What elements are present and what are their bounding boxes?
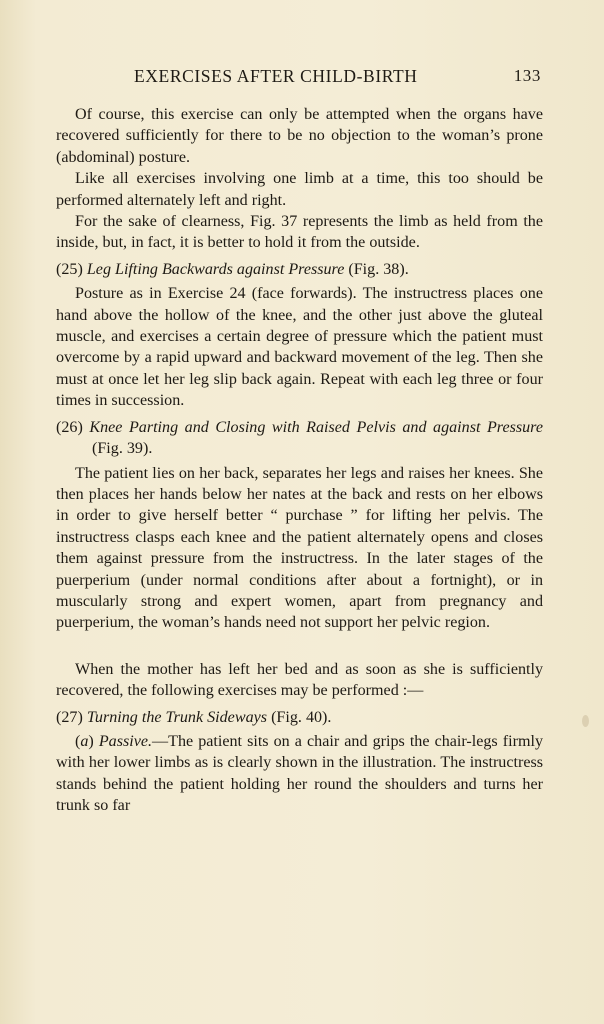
paragraph: When the mother has left her bed and as soon as she is sufficiently recovered, the following exercises may be performed :— [56,660,543,700]
figure-reference: (Fig. 39). [92,440,153,458]
paragraph: Posture as in Exercise 24 (face forwards). The instructress places one hand above the hollow of the knee, and the other just above the gluteal muscle, and exercises a certain degree of pressure which the patient must overcome by a rapid upward and backward movement of the leg. Then she must at once let her leg slip back again. Repeat with each leg three or four times in succession. [56,285,543,410]
paragraph: The patient lies on her back, separates her legs and raises her knees. She then places her hands below her nates at the back and rests on her elbows in order to give herself better “ purchase ” for lifting her pelvis. The instructress clasps each knee and the patient alternately opens and closes them against pressure from the instructress. In the later stages of the puerperium (under normal conditions after about a fortnight), or in muscularly strong and expert women, apart from pregnancy and puerperium, the woman’s hands need not support her pelvic region. [56,464,543,632]
exercise-number: (25) [56,260,83,278]
subitem-text: —The patient sits on a chair and grips the chair-legs firmly with her lower limbs as is clearly shown in the illustration. The instructress stands behind the patient holding her round the shoulders and turns her trunk so far [56,732,543,815]
paragraph: For the sake of clearness, Fig. 37 represents the limb as held from the inside, but, in fact, it is better to hold it from the outside. [56,213,543,252]
figure-reference: (Fig. 38). [348,260,409,278]
exercise-heading-25 [56,259,543,280]
body-text [56,104,543,817]
exercise-number: (26) [56,418,83,436]
exercise-heading-26 [56,417,543,460]
paper-speck [582,715,589,727]
paragraph: Of course, this exercise can only be attempted when the organs have recovered sufficiently for there to be no objection to the woman’s prone (abdominal) posture. [56,106,543,166]
figure-reference: (Fig. 40). [271,708,332,726]
running-title: EXERCISES AFTER CHILD-BIRTH [134,66,418,86]
exercise-heading-27 [56,707,543,728]
exercise-number: (27) [56,708,83,726]
paragraph: Like all exercises involving one limb at a time, this too should be performed alternately left and right. [56,170,543,209]
subitem-label-close: ) [88,732,94,750]
page-number: 133 [513,66,541,85]
exercise-title: Knee Parting and Closing with Raised Pelvis and against Pressure [89,418,543,436]
book-page [56,62,543,817]
subitem-title: Passive. [98,732,153,750]
running-head [56,62,543,92]
subitem-letter: a [80,732,89,750]
paragraph [56,731,543,817]
subitem-label-open: ( [75,732,81,750]
exercise-title: Leg Lifting Backwards against Pressure [86,260,345,278]
exercise-title: Turning the Trunk Sideways [86,708,268,726]
